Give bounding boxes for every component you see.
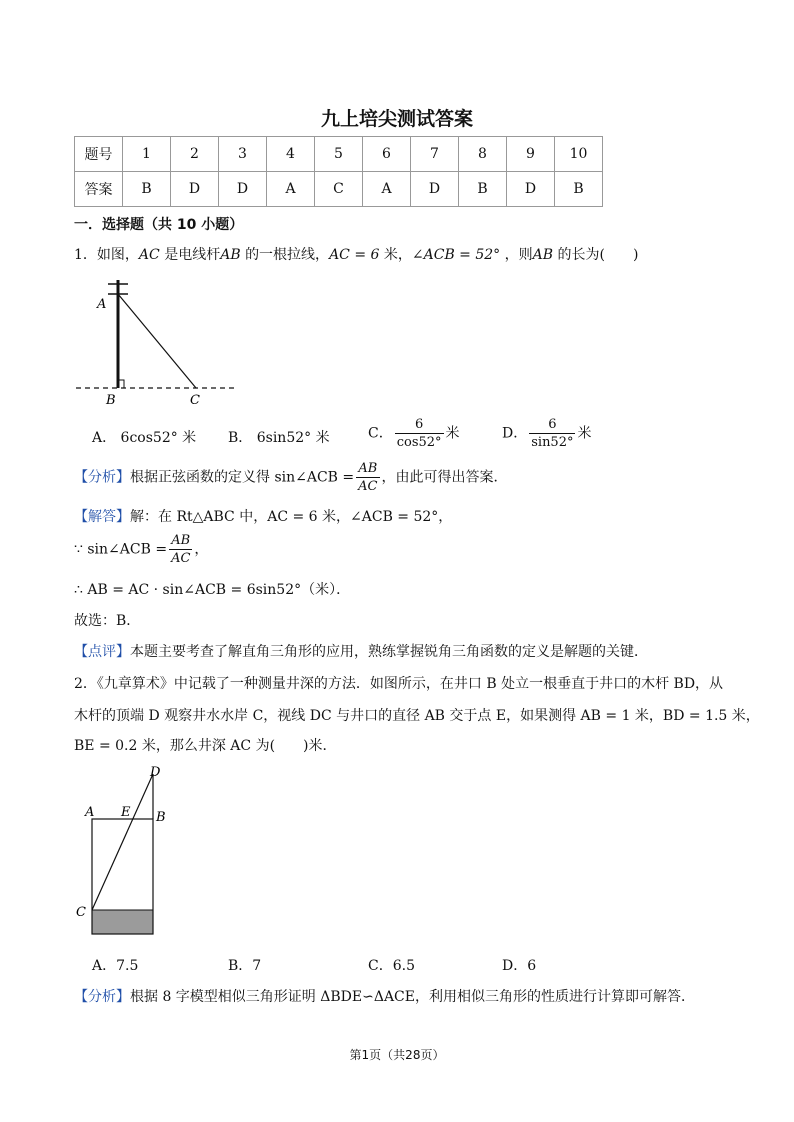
solution-tag: 【解答】	[74, 509, 130, 525]
table-cell: B	[555, 172, 603, 207]
table-cell: 1	[123, 137, 171, 172]
denominator: AC	[171, 551, 191, 566]
answer-table-answer-row	[75, 172, 603, 207]
table-cell: C	[315, 172, 363, 207]
table-cell: 10	[555, 137, 603, 172]
q1-option-d	[502, 416, 591, 451]
q1-solution	[74, 506, 452, 526]
q1-var: AB	[220, 247, 241, 263]
answer-table-number-row	[75, 137, 603, 172]
analysis-tag: 【分析】	[74, 469, 130, 486]
q1-analysis	[74, 460, 508, 495]
stay-wire-ac	[118, 294, 196, 388]
label-d: D	[150, 765, 161, 780]
table-cell: 7	[411, 137, 459, 172]
q1-equation: AC = 6	[329, 247, 380, 263]
answer-table	[74, 136, 603, 207]
q1-stem-part: 的一根拉线，	[245, 247, 330, 263]
comment-text: 本题主要考查了解直角三角形的应用，熟练掌握锐角三角函数的定义是解题的关键．	[130, 644, 648, 660]
q1-stem-part: 的长为( )	[557, 247, 639, 263]
q1-choice: 故选：B．	[74, 613, 141, 629]
table-cell: B	[459, 172, 507, 207]
table-cell: B	[123, 172, 171, 207]
table-cell: 8	[459, 137, 507, 172]
unit: 米	[445, 425, 460, 442]
q1-equation: ∠ACB = 52°	[411, 247, 501, 263]
numerator: 6	[395, 416, 444, 434]
option-prefix: C．	[368, 425, 393, 442]
label-c: C	[76, 905, 86, 920]
table-cell: 2	[171, 137, 219, 172]
comment-tag: 【点评】	[74, 644, 130, 660]
table-cell: A	[267, 172, 315, 207]
q2-analysis	[74, 986, 695, 1006]
fraction	[395, 416, 444, 451]
water-surface	[92, 910, 153, 934]
table-cell: 3	[219, 137, 267, 172]
solution-text: 解：在 Rt△ABC 中，AC = 6 米，∠ACB = 52°，	[130, 509, 453, 525]
table-cell: 5	[315, 137, 363, 172]
q1-var: AB	[532, 247, 554, 263]
q1-figure	[72, 276, 242, 408]
q1-stem-part: ，则	[504, 247, 533, 263]
denominator: cos52°	[396, 435, 442, 450]
label-a: A	[85, 805, 95, 820]
fraction	[529, 416, 575, 451]
q1-option-c	[368, 416, 460, 451]
q2-option-c: C．6.5	[368, 958, 415, 974]
denominator: AC	[358, 479, 378, 494]
q1-stem	[74, 244, 638, 264]
q1-var: AC	[138, 247, 160, 263]
table-cell: 4	[267, 137, 315, 172]
label-b: B	[156, 810, 166, 825]
table-cell: D	[171, 172, 219, 207]
table-cell: D	[507, 172, 555, 207]
q2-figure	[72, 762, 182, 940]
label-c: C	[190, 393, 200, 408]
solution-text: ，	[194, 541, 209, 558]
q2-stem-line: 2．《九章算术》中记载了一种测量井深的方法．如图所示，在井口 B 处立一根垂直于井口的木杆 BD，从	[74, 676, 724, 692]
q2-option-a: A．7.5	[92, 958, 139, 974]
solution-text: ∵ sin∠ACB =	[74, 541, 168, 558]
table-cell: D	[219, 172, 267, 207]
analysis-text: 根据 8 字模型相似三角形证明 ΔBDE∽ΔACE，利用相似三角形的性质进行计算即可解答．	[130, 989, 695, 1005]
q1-solution-step	[74, 532, 208, 567]
q2-option-d: D．6	[502, 958, 537, 974]
q2-stem-line: 木杆的顶端 D 观察井水水岸 C，视线 DC 与井口的直径 AB 交于点 E，如果测得 AB = 1 米，BD = 1.5 米，	[74, 708, 760, 724]
table-cell: 6	[363, 137, 411, 172]
sight-line-dc	[92, 774, 153, 910]
q1-stem-part: 米，	[383, 247, 412, 263]
label-a: A	[97, 297, 107, 312]
table-cell: 9	[507, 137, 555, 172]
label-b: B	[106, 393, 116, 408]
q2-stem-line: BE = 0.2 米，那么井深 AC 为( )米．	[74, 738, 337, 754]
numerator: AB	[169, 532, 192, 550]
analysis-tag: 【分析】	[74, 989, 130, 1005]
fraction	[169, 532, 192, 567]
option-prefix: D．	[502, 425, 528, 442]
analysis-text: ，由此可得出答案．	[381, 469, 508, 486]
analysis-text: 根据正弦函数的定义得 sin∠ACB =	[130, 469, 355, 486]
q1-option-b: B． 6sin52° 米	[228, 430, 330, 446]
unit: 米	[577, 425, 592, 442]
q2-option-b: B．7	[228, 958, 262, 974]
q1-stem-part: 1．如图，	[74, 247, 139, 263]
table-cell: D	[411, 172, 459, 207]
q1-option-a: A． 6cos52° 米	[92, 430, 197, 446]
numerator: 6	[529, 416, 575, 434]
table-cell: A	[363, 172, 411, 207]
denominator: sin52°	[531, 435, 574, 450]
table-header-answer: 答案	[75, 172, 123, 207]
q1-solution-result: ∴ AB = AC · sin∠ACB = 6sin52°（米）．	[74, 582, 351, 598]
numerator: AB	[356, 460, 379, 478]
q1-comment	[74, 641, 648, 661]
table-header-number: 题号	[75, 137, 123, 172]
label-e: E	[121, 805, 131, 820]
q1-stem-part: 是电线杆	[164, 247, 221, 263]
page-footer: 第1页（共28页）	[349, 1048, 445, 1062]
fraction	[356, 460, 379, 495]
page-title: 九上培尖测试答案	[320, 108, 473, 130]
section-heading: 一．选择题（共 10 小题）	[74, 217, 244, 233]
